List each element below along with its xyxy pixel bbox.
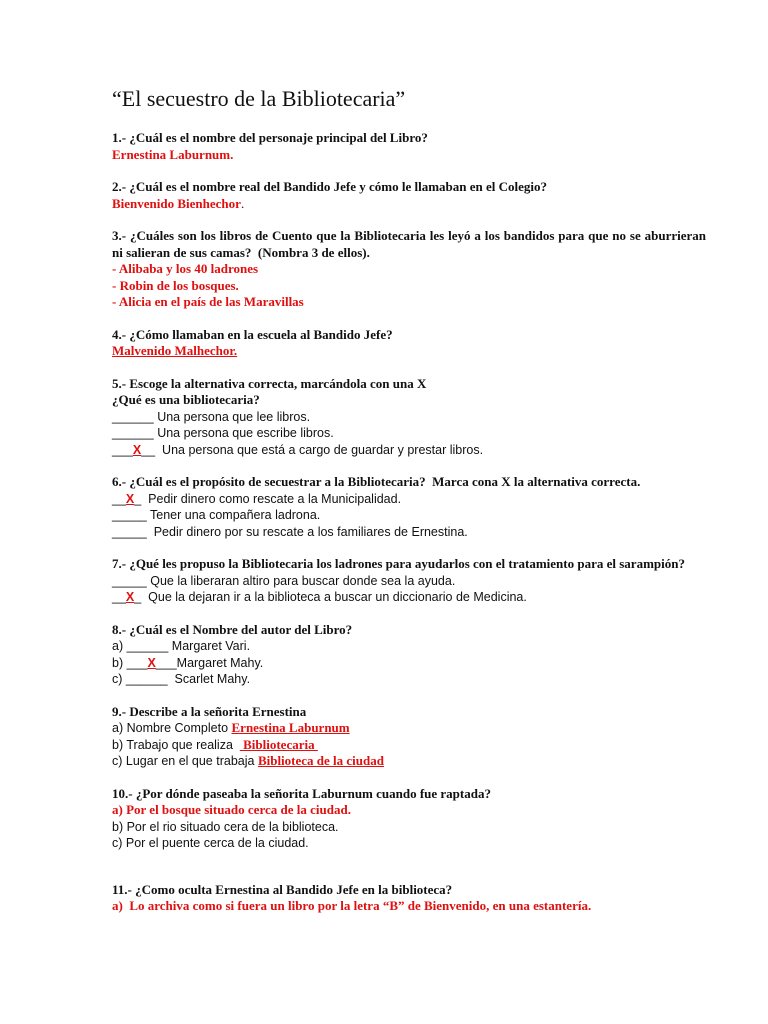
question-3-text: 3.- ¿Cuáles son los libros de Cuento que la Bibliotecaria les leyó a los bandidos para que no se aburrieran ni salieran de sus camas? (Nombra 3 de ellos). xyxy=(112,228,710,260)
question-9 xyxy=(112,704,706,770)
question-3-answer-3: - Alicia en el país de las Maravillas xyxy=(112,294,304,309)
x-mark: X xyxy=(147,655,156,670)
question-10-option-b: b) Por el rio situado cera de la biblioteca. xyxy=(112,819,339,834)
question-5-option-1: ______ Una persona que lee libros. xyxy=(112,409,311,424)
question-5-text: 5.- Escoge la alternativa correcta, marcándola con una X xyxy=(112,375,427,391)
question-6 xyxy=(112,474,706,540)
question-7-option-1: _____ Que la liberaran altiro para buscar donde sea la ayuda. xyxy=(112,573,456,588)
question-8-option-b: b) ___X___Margaret Mahy. xyxy=(112,655,264,670)
question-10-answer: a) Por el bosque situado cerca de la ciudad. xyxy=(112,802,351,817)
question-9-text: 9.- Describe a la señorita Ernestina xyxy=(112,703,307,719)
question-4 xyxy=(112,327,706,360)
question-9-item-a: a) Nombre Completo Ernestina Laburnum xyxy=(112,720,350,735)
question-10-option-c: c) Por el puente cerca de la ciudad. xyxy=(112,836,309,850)
x-mark: X xyxy=(125,590,135,604)
question-9-item-c: c) Lugar en el que trabaja Biblioteca de la ciudad xyxy=(112,753,384,768)
question-1-text: 1.- ¿Cuál es el nombre del personaje principal del Libro? xyxy=(112,130,428,145)
question-6-text: 6.- ¿Cuál es el propósito de secuestrar a la Bibliotecaria? Marca cona X la alternativa correcta. xyxy=(112,474,641,489)
question-8-option-a: a) ______ Margaret Vari. xyxy=(112,639,251,653)
question-1-answer: Ernestina Laburnum. xyxy=(112,146,234,162)
question-4-text: 4.- ¿Cómo llamaban en la escuela al Bandido Jefe? xyxy=(112,326,393,342)
question-6-option-1: __X_ Pedir dinero como rescate a la Municipalidad. xyxy=(112,491,402,506)
question-5-option-2: ______ Una persona que escribe libros. xyxy=(112,426,334,440)
question-3 xyxy=(112,228,710,311)
question-6-option-2: _____ Tener una compañera ladrona. xyxy=(112,508,321,522)
question-11-answer: a) Lo archiva como si fuera un libro por la letra “B” de Bienvenido, en una estantería. xyxy=(112,898,592,913)
question-1 xyxy=(112,130,706,163)
question-5-option-3: ___X__ Una persona que está a cargo de guardar y prestar libros. xyxy=(112,442,484,457)
question-2-answer-end: . xyxy=(240,195,245,211)
question-9-answer-a: Ernestina Laburnum xyxy=(231,720,350,735)
question-8-text: 8.- ¿Cuál es el Nombre del autor del Libro? xyxy=(112,621,353,637)
question-9-answer-c: Biblioteca de la ciudad xyxy=(257,753,384,768)
question-2-answer: Bienvenido Bienhechor xyxy=(112,195,241,211)
question-8-option-c: c) ______ Scarlet Mahy. xyxy=(112,672,251,686)
question-6-option-3: _____ Pedir dinero por su rescate a los familiares de Ernestina. xyxy=(112,524,468,539)
question-5-subquestion: ¿Qué es una bibliotecaria? xyxy=(112,392,260,407)
x-mark: X xyxy=(125,491,135,506)
question-3-answer-1: - Alibaba y los 40 ladrones xyxy=(112,261,259,276)
question-11 xyxy=(112,882,706,915)
question-4-answer: Malvenido Malhechor. xyxy=(112,343,238,358)
question-11-text: 11.- ¿Como oculta Ernestina al Bandido Jefe en la biblioteca? xyxy=(112,881,453,897)
question-7-option-2: __X_ Que la dejaran ir a la biblioteca a buscar un diccionario de Medicina. xyxy=(112,590,527,604)
question-2-text: 2.- ¿Cuál es el nombre real del Bandido Jefe y cómo le llamaban en el Colegio? xyxy=(112,179,547,194)
document-title: “El secuestro de la Bibliotecaria” xyxy=(112,86,406,111)
question-2 xyxy=(112,179,706,212)
question-8 xyxy=(112,622,706,688)
x-mark: X xyxy=(132,442,142,457)
question-10-text: 10.- ¿Por dónde paseaba la señorita Laburnum cuando fue raptada? xyxy=(112,785,491,801)
question-9-item-b: b) Trabajo que realiza Bibliotecaria xyxy=(112,736,318,752)
question-7-text: 7.- ¿Qué les propuso la Bibliotecaria los ladrones para ayudarlos con el tratamiento para el sarampión? xyxy=(112,556,685,571)
question-3-answer-2: - Robin de los bosques. xyxy=(112,277,239,293)
question-9-answer-b: Bibliotecaria xyxy=(239,736,318,752)
question-5 xyxy=(112,376,706,459)
question-10 xyxy=(112,786,706,852)
question-7 xyxy=(112,556,706,606)
